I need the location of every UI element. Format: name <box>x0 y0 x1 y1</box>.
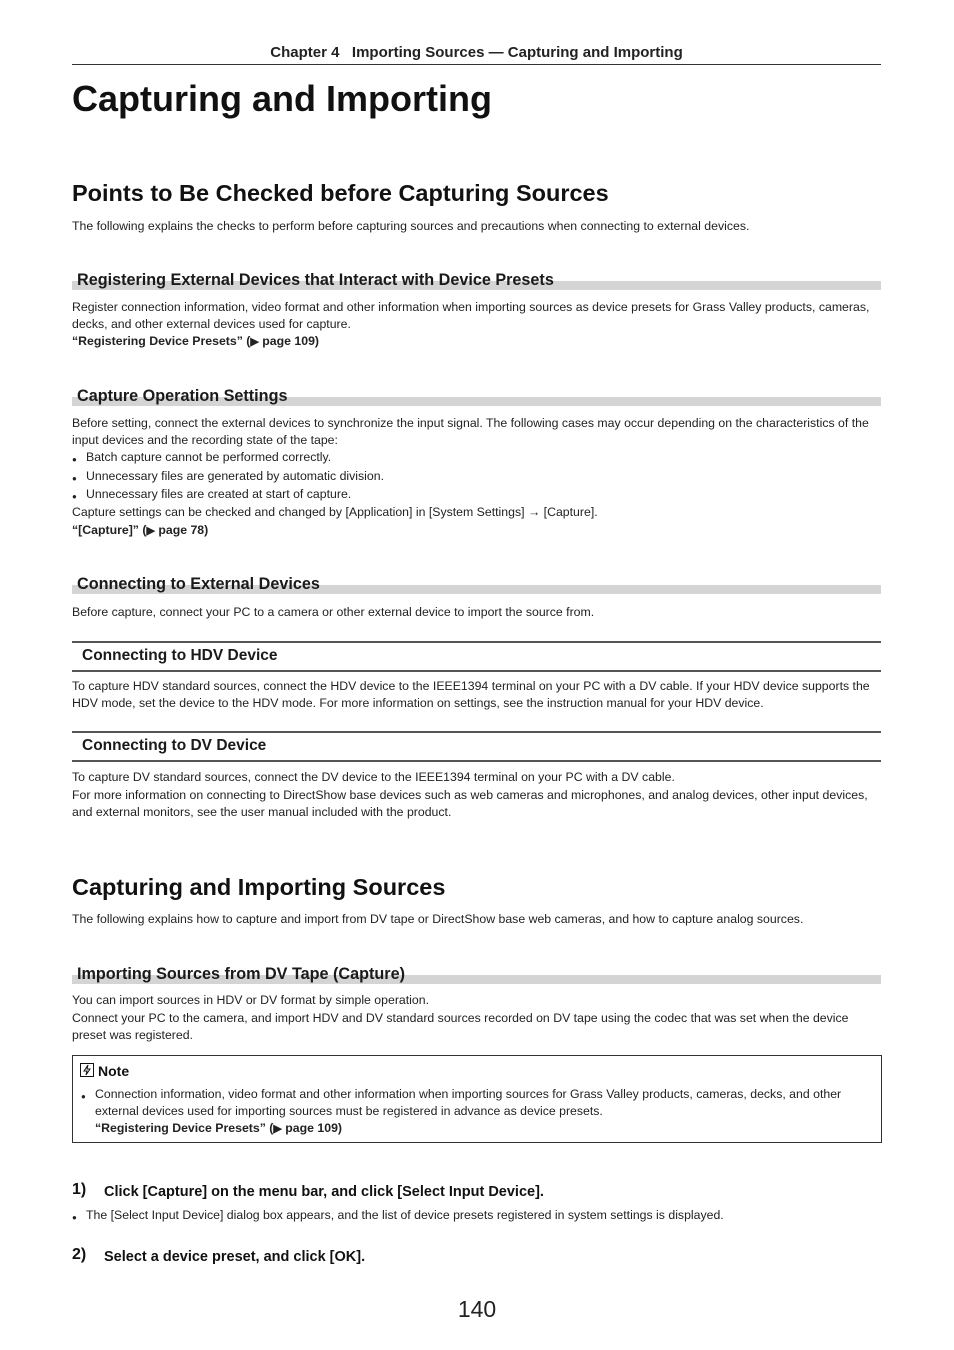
step-instruction: Select a device preset, and click [OK]. <box>104 1249 366 1265</box>
note-icon <box>80 1063 94 1077</box>
subheading-label: Importing Sources from DV Tape (Capture) <box>77 965 405 983</box>
paragraph: Connect your PC to the camera, and import HDV and DV standard sources recorded on DV tape using the codec that was set when the device preset was registered. <box>72 1011 849 1042</box>
xref-label: “Registering Device Presets” ( <box>72 334 251 348</box>
xref-page: page 109) <box>281 1121 343 1135</box>
list-item-text: Batch capture cannot be performed correctly. <box>86 450 332 464</box>
list-item-text: Unnecessary files are generated by automatic division. <box>86 469 385 483</box>
minor-heading-label: Connecting to HDV Device <box>82 647 278 664</box>
xref-page: page 78) <box>154 523 209 537</box>
header-rule <box>72 64 881 65</box>
minor-heading-dv-device <box>72 731 881 762</box>
note-header <box>80 1063 129 1079</box>
step-instruction: Click [Capture] on the menu bar, and click [Select Input Device]. <box>104 1184 544 1200</box>
bullet-icon: ● <box>72 492 77 501</box>
section-intro: The following explains the checks to perform before capturing sources and precautions when connecting to external devices. <box>72 219 750 233</box>
paragraph: You can import sources in HDV or DV format by simple operation. <box>72 993 429 1007</box>
subheading-capture-operation-settings <box>72 384 881 406</box>
section-heading-capturing-importing: Capturing and Importing Sources <box>72 874 446 900</box>
step-number: 1) <box>72 1181 87 1198</box>
bullet-icon: ● <box>72 1213 77 1222</box>
subheading-label: Registering External Devices that Interact with Device Presets <box>77 271 554 289</box>
subheading-label: Connecting to External Devices <box>77 575 320 593</box>
subheading-label: Capture Operation Settings <box>77 387 288 405</box>
minor-heading-hdv-device <box>72 641 881 672</box>
cross-reference-link[interactable] <box>72 334 319 348</box>
section-intro: The following explains how to capture and import from DV tape or DirectShow base web cameras, and how to capture analog sources. <box>72 912 804 926</box>
xref-page: page 109) <box>258 334 320 348</box>
paragraph: Register connection information, video format and other information when importing sources as device presets for Grass Valley products, cameras, decks, and other external devices used for capture. <box>72 300 870 331</box>
page-number: 140 <box>457 1296 497 1322</box>
list-item-text: The [Select Input Device] dialog box appears, and the list of device presets registered in system settings is displayed. <box>86 1208 724 1222</box>
page-arrow-icon: ▶ <box>250 336 259 348</box>
note-title: Note <box>98 1063 130 1079</box>
subheading-registering-external-devices <box>72 268 881 290</box>
xref-label: “Registering Device Presets” ( <box>95 1121 274 1135</box>
running-head: Chapter 4 Importing Sources — Capturing and Importing <box>270 44 683 61</box>
page-arrow-icon: ▶ <box>146 525 155 537</box>
paragraph: Before capture, connect your PC to a camera or other external device to import the source from. <box>72 605 595 619</box>
minor-heading-label: Connecting to DV Device <box>82 737 267 754</box>
note-box <box>72 1055 882 1143</box>
xref-label: “[Capture]” ( <box>72 523 147 537</box>
cross-reference-link[interactable] <box>72 523 208 537</box>
bullet-icon: ● <box>81 1092 86 1101</box>
list-item-text: Connection information, video format and other information when importing sources for Grass Valley products, cameras, decks, and other external devices used for importing sources must be registered in advance as device presets. <box>95 1087 842 1118</box>
bullet-icon: ● <box>72 474 77 483</box>
section-heading-points-to-check: Points to Be Checked before Capturing Sources <box>72 180 609 206</box>
paragraph: To capture DV standard sources, connect the DV device to the IEEE1394 terminal on your PC with a DV cable. <box>72 770 675 784</box>
page-title: Capturing and Importing <box>72 78 492 119</box>
cross-reference-link[interactable] <box>95 1121 342 1135</box>
paragraph: Capture settings can be checked and changed by [Application] in [System Settings] → [Capture]. <box>72 505 598 519</box>
bullet-icon: ● <box>72 455 77 464</box>
paragraph: For more information on connecting to DirectShow base devices such as web cameras and microphones, and analog devices, other input devices, and external monitors, see the user manual included with the product. <box>72 788 868 819</box>
list-item-text: Unnecessary files are created at start of capture. <box>86 487 352 501</box>
paragraph: Before setting, connect the external devices to synchronize the input signal. The following cases may occur depending on the characteristics of the input devices and the recording state of the tape: <box>72 416 869 447</box>
step-number: 2) <box>72 1246 87 1263</box>
subheading-importing-dv-tape <box>72 962 881 984</box>
paragraph: To capture HDV standard sources, connect the HDV device to the IEEE1394 terminal on your PC with a DV cable. If your HDV device supports the HDV mode, set the device to the HDV mode. For more information on settings, see the instruction manual for your HDV device. <box>72 679 870 710</box>
subheading-connecting-external-devices <box>72 572 881 594</box>
page-arrow-icon: ▶ <box>273 1123 282 1135</box>
